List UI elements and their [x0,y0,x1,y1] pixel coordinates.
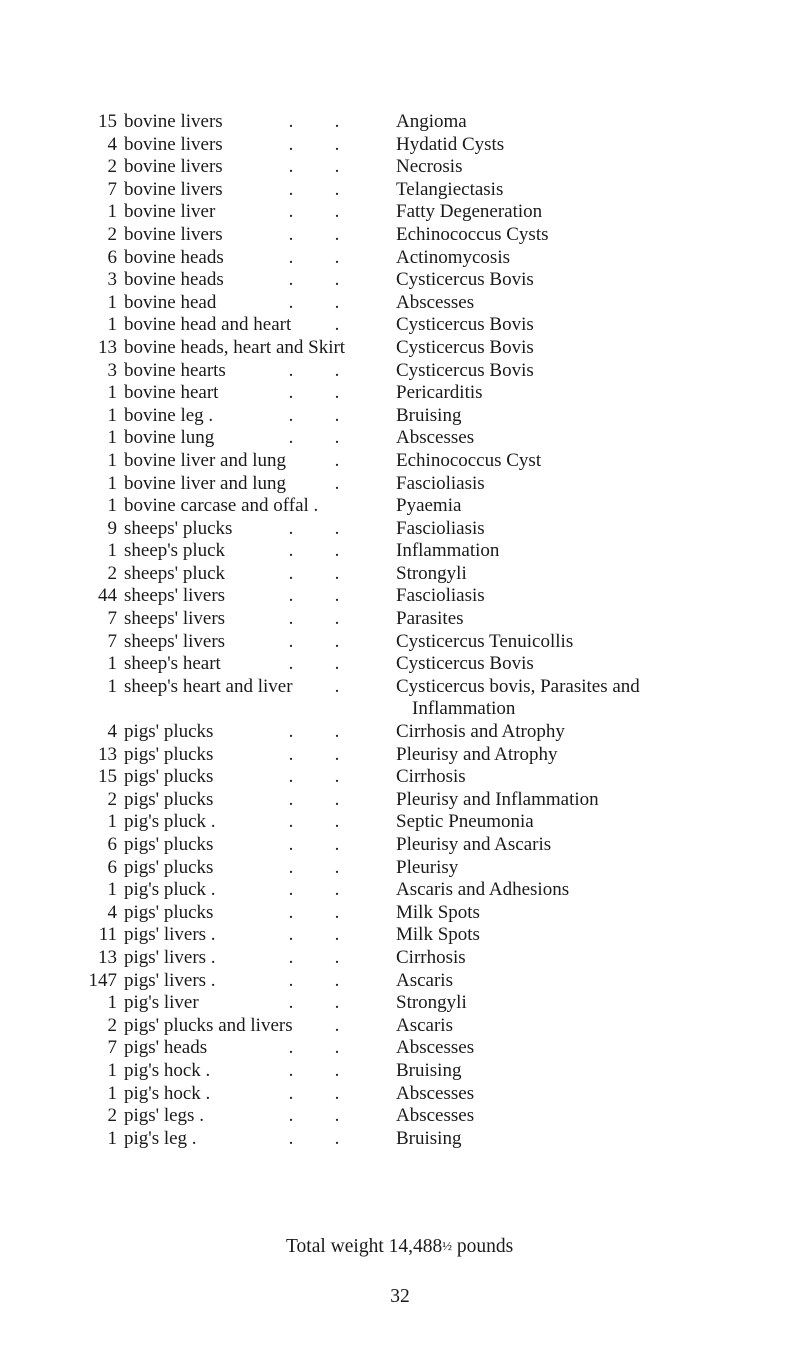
row-condition [396,879,796,902]
row-condition-text: Cysticercus Bovis [396,314,534,336]
row-leader-dots: . [334,449,340,471]
row-leader-dots: . . [288,1105,340,1127]
row-count: 6 [107,246,117,268]
table-row [0,1015,800,1038]
row-condition [396,201,796,224]
row-count: 13 [98,336,117,358]
row-condition-text: Pleurisy and Atrophy [396,743,558,765]
row-condition [396,947,796,970]
row-condition [396,495,796,518]
row-leader-dots: . . [288,946,340,968]
row-item: pigs' plucks and livers [124,1014,293,1036]
row-leader-dots: . . [288,653,340,675]
row-condition [396,1037,796,1060]
row-item: bovine livers [124,178,223,200]
inspection-table [0,111,800,1150]
row-item: pigs' livers . [124,924,216,946]
row-count: 1 [107,291,117,313]
row-condition [396,450,796,473]
row-item: bovine leg . [124,404,214,426]
table-row [0,811,800,834]
row-condition-text: Fatty Degeneration [396,201,543,223]
row-condition [396,518,796,541]
row-item: pig's hock . [124,1082,211,1104]
row-count: 2 [107,223,117,245]
row-count: 2 [107,562,117,584]
table-row [0,1037,800,1060]
row-condition [396,834,796,857]
row-leader-dots: . . [288,743,340,765]
row-condition [396,473,796,496]
table-row [0,1105,800,1128]
row-item: bovine lung [124,427,215,449]
row-condition [396,631,796,654]
row-item: pig's liver [124,992,199,1014]
row-item: bovine liver and lung [124,472,286,494]
row-condition-text: Pleurisy [396,856,459,878]
row-item: pigs' plucks [124,743,214,765]
row-leader-dots: . . [288,133,340,155]
row-condition [396,744,796,767]
table-row [0,653,800,676]
row-condition-text: Inflammation [396,540,500,562]
row-item: bovine heads [124,246,224,268]
row-item: sheeps' livers [124,630,226,652]
table-row [0,766,800,789]
row-condition [396,1015,796,1038]
row-condition [396,653,796,676]
row-condition-text: Strongyli [396,992,467,1014]
row-item: pigs' plucks [124,856,214,878]
row-leader-dots: . . [288,924,340,946]
row-item: bovine liver [124,201,216,223]
row-condition [396,156,796,179]
row-condition-text: Pleurisy and Ascaris [396,834,552,855]
row-count: 147 [88,969,117,991]
row-condition [396,608,796,631]
table-row [0,201,800,224]
row-count: 1 [107,1059,117,1081]
row-item: sheeps' pluck [124,562,226,584]
row-condition [396,111,796,134]
table-row [0,676,800,721]
row-count: 15 [98,766,117,788]
row-count: 1 [107,201,117,223]
table-row [0,744,800,767]
table-row [0,382,800,405]
table-row [0,156,800,179]
table-row [0,947,800,970]
row-condition-text: Echinococcus Cysts [396,223,549,245]
row-condition [396,179,796,202]
row-condition-text: Ascaris [396,969,453,991]
row-count: 1 [107,427,117,449]
row-count: 4 [107,721,117,743]
row-item: bovine hearts [124,359,226,381]
row-leader-dots: . . [288,359,340,381]
row-count: 13 [98,946,117,968]
row-item: pig's hock . [124,1059,211,1081]
row-item: bovine heads [124,269,224,291]
row-count: 7 [107,630,117,652]
row-condition-text: Hydatid Cysts [396,133,505,155]
row-condition [396,360,796,383]
row-leader-dots: . . [288,540,340,562]
table-row [0,450,800,473]
total-weight-label: Total weight 14,488 [286,1236,443,1257]
table-row [0,247,800,270]
row-count: 1 [107,540,117,562]
table-row [0,134,800,157]
row-count: 1 [107,1082,117,1104]
row-condition [396,811,796,834]
row-item: sheep's heart and liver [124,675,293,697]
row-condition-text: Milk Spots [396,924,480,946]
row-condition [396,224,796,247]
row-item: pigs' plucks [124,901,214,923]
row-condition [396,382,796,405]
row-count: 7 [107,178,117,200]
table-row [0,360,800,383]
row-leader-dots: . . [288,178,340,200]
table-row [0,563,800,586]
row-count: 1 [107,382,117,404]
row-leader-dots: . . [288,721,340,743]
row-leader-dots: . . [288,969,340,991]
row-leader-dots: . . [288,201,340,223]
table-row [0,721,800,744]
row-condition-text: Cysticercus Tenuicollis [396,630,574,652]
row-condition [396,766,796,789]
row-leader-dots: . . [288,788,340,810]
row-count: 4 [107,133,117,155]
row-item: bovine head and heart [124,314,292,336]
row-condition-text: Fascioliasis [396,585,485,607]
row-condition [396,247,796,270]
row-condition-text: Abscesses [396,1037,475,1059]
row-condition-text: Necrosis [396,156,463,178]
row-condition-text: Cysticercus Bovis [396,336,534,358]
row-condition [396,789,796,812]
total-weight-fraction: ½ [442,1238,452,1253]
row-condition-text: Septic Pneumonia [396,811,534,833]
row-leader-dots: . [334,314,340,336]
row-count: 6 [107,834,117,855]
row-condition-text: Cysticercus bovis, Parasites and [396,675,640,697]
row-condition-text: Pericarditis [396,382,483,404]
row-condition-text: Fascioliasis [396,517,485,539]
row-condition [396,1105,796,1128]
row-condition-text: Telangiectasis [396,178,504,200]
row-count: 7 [107,1037,117,1059]
row-count: 3 [107,269,117,291]
row-leader-dots: . . [288,156,340,178]
table-row [0,427,800,450]
row-condition-text: Pyaemia [396,495,462,517]
row-condition [396,337,796,360]
row-leader-dots: . . [288,992,340,1014]
table-row [0,473,800,496]
row-item: bovine liver and lung [124,449,286,471]
row-count: 1 [107,675,117,697]
row-item: bovine heart [124,382,219,404]
row-condition [396,970,796,993]
row-condition [396,540,796,563]
row-count: 7 [107,608,117,630]
row-condition [396,992,796,1015]
table-row [0,179,800,202]
row-count: 1 [107,811,117,833]
row-condition [396,563,796,586]
row-condition-text: Fascioliasis [396,472,485,494]
row-condition [396,292,796,315]
row-leader-dots: . . [288,879,340,901]
row-item: sheeps' plucks [124,517,233,539]
row-count: 2 [107,1105,117,1127]
row-leader-dots: . . [288,1059,340,1081]
row-leader-dots: . . [288,404,340,426]
row-item: sheeps' livers [124,585,226,607]
row-condition-text: Echinococcus Cyst [396,449,542,471]
table-row [0,337,800,360]
row-condition [396,427,796,450]
row-condition [396,269,796,292]
row-item: pig's pluck . [124,811,216,833]
row-condition [396,676,796,721]
row-condition [396,721,796,744]
row-count: 2 [107,788,117,810]
table-row [0,495,800,518]
row-condition [396,405,796,428]
row-item: pig's leg . [124,1127,197,1149]
row-leader-dots: . . [288,585,340,607]
row-item: pigs' plucks [124,788,214,810]
row-condition [396,585,796,608]
row-condition-text: Abscesses [396,1082,475,1104]
row-count: 1 [107,472,117,494]
row-condition-text: Abscesses [396,427,475,449]
table-row [0,608,800,631]
page-number: 32 [390,1286,410,1307]
row-count: 1 [107,992,117,1014]
row-condition-text: Strongyli [396,562,467,584]
row-condition-text: Cysticercus Bovis [396,653,534,675]
table-row [0,857,800,880]
row-item: bovine livers [124,111,223,132]
row-condition-text: Bruising [396,1059,462,1081]
row-leader-dots: . . [288,223,340,245]
table-row [0,902,800,925]
row-condition-text: Ascaris and Adhesions [396,879,570,901]
row-item: pigs' legs . [124,1105,204,1127]
row-condition-text: Milk Spots [396,901,480,923]
table-row [0,1060,800,1083]
table-row [0,269,800,292]
row-condition-text: Pleurisy and Inflammation [396,788,599,810]
total-weight [286,1236,513,1258]
row-count: 13 [98,743,117,765]
row-condition-continuation: Inflammation [412,698,516,720]
row-condition-text: Bruising [396,404,462,426]
row-count: 6 [107,856,117,878]
row-count: 1 [107,449,117,471]
row-item: sheeps' livers [124,608,226,630]
row-leader-dots: . . [288,1082,340,1104]
row-item: pigs' plucks [124,721,214,743]
row-count: 15 [98,111,117,132]
table-row [0,924,800,947]
row-leader-dots: . . [288,562,340,584]
table-row [0,970,800,993]
row-item: pigs' heads [124,1037,208,1059]
row-condition-text: Abscesses [396,1105,475,1127]
table-row [0,111,800,134]
table-row [0,834,800,857]
row-leader-dots: . . [288,291,340,313]
row-item: bovine heads, heart and Skirt [124,336,346,358]
row-count: 2 [107,1014,117,1036]
row-count: 9 [107,517,117,539]
row-leader-dots: . . [288,246,340,268]
table-row [0,405,800,428]
row-item: bovine carcase and offal . [124,495,319,517]
row-condition [396,314,796,337]
row-condition-text: Cysticercus Bovis [396,359,534,381]
table-row [0,1083,800,1106]
table-row [0,879,800,902]
row-count: 3 [107,359,117,381]
row-leader-dots: . . [288,269,340,291]
row-leader-dots: . . [288,811,340,833]
row-leader-dots: . . [288,608,340,630]
row-item: bovine livers [124,223,223,245]
row-item: sheep's heart [124,653,221,675]
row-condition [396,1128,796,1151]
row-condition-text: Abscesses [396,291,475,313]
row-condition [396,134,796,157]
row-count: 4 [107,901,117,923]
row-condition [396,1060,796,1083]
row-item: pig's pluck . [124,879,216,901]
row-count: 2 [107,156,117,178]
row-count: 11 [98,924,117,946]
row-leader-dots: . . [288,1037,340,1059]
row-count: 1 [107,314,117,336]
row-leader-dots: . . [288,382,340,404]
row-leader-dots: . . [288,630,340,652]
row-count: 1 [107,404,117,426]
row-item: pigs' livers . [124,969,216,991]
table-row [0,518,800,541]
table-row [0,224,800,247]
row-condition-text: Actinomycosis [396,246,510,268]
row-count: 1 [107,879,117,901]
row-leader-dots: . [334,1014,340,1036]
row-leader-dots: . [334,472,340,494]
row-item: pigs' plucks [124,766,214,788]
row-condition [396,1083,796,1106]
total-weight-unit: pounds [456,1236,514,1257]
row-item: pigs' plucks [124,834,214,855]
row-condition [396,924,796,947]
row-condition-text: Parasites [396,608,464,630]
table-row [0,631,800,654]
table-row [0,1128,800,1151]
row-leader-dots: . [334,675,340,697]
row-condition-text: Cirrhosis [396,946,466,968]
row-item: bovine head [124,291,217,313]
row-condition-text: Ascaris [396,1014,453,1036]
row-leader-dots: . . [288,901,340,923]
row-leader-dots: . . [288,517,340,539]
row-condition-text: Cirrhosis [396,766,466,788]
row-count: 1 [107,1127,117,1149]
row-condition-text: Bruising [396,1127,462,1149]
table-row [0,789,800,812]
row-leader-dots: . . [288,111,340,132]
row-leader-dots: . . [288,766,340,788]
table-row [0,292,800,315]
row-condition-text: Angioma [396,111,467,132]
row-count: 1 [107,495,117,517]
row-leader-dots: . . [288,834,340,855]
row-item: bovine livers [124,133,223,155]
row-condition [396,902,796,925]
row-condition-text: Cirrhosis and Atrophy [396,721,565,743]
table-row [0,992,800,1015]
row-item: bovine livers [124,156,223,178]
row-condition [396,857,796,880]
row-count: 44 [98,585,117,607]
row-count: 1 [107,653,117,675]
row-leader-dots: . . [288,1127,340,1149]
row-item: sheep's pluck [124,540,226,562]
row-leader-dots: . . [288,856,340,878]
table-row [0,540,800,563]
table-row [0,585,800,608]
row-condition-text: Cysticercus Bovis [396,269,534,291]
table-row [0,314,800,337]
row-item: pigs' livers . [124,946,216,968]
row-leader-dots: . . [288,427,340,449]
